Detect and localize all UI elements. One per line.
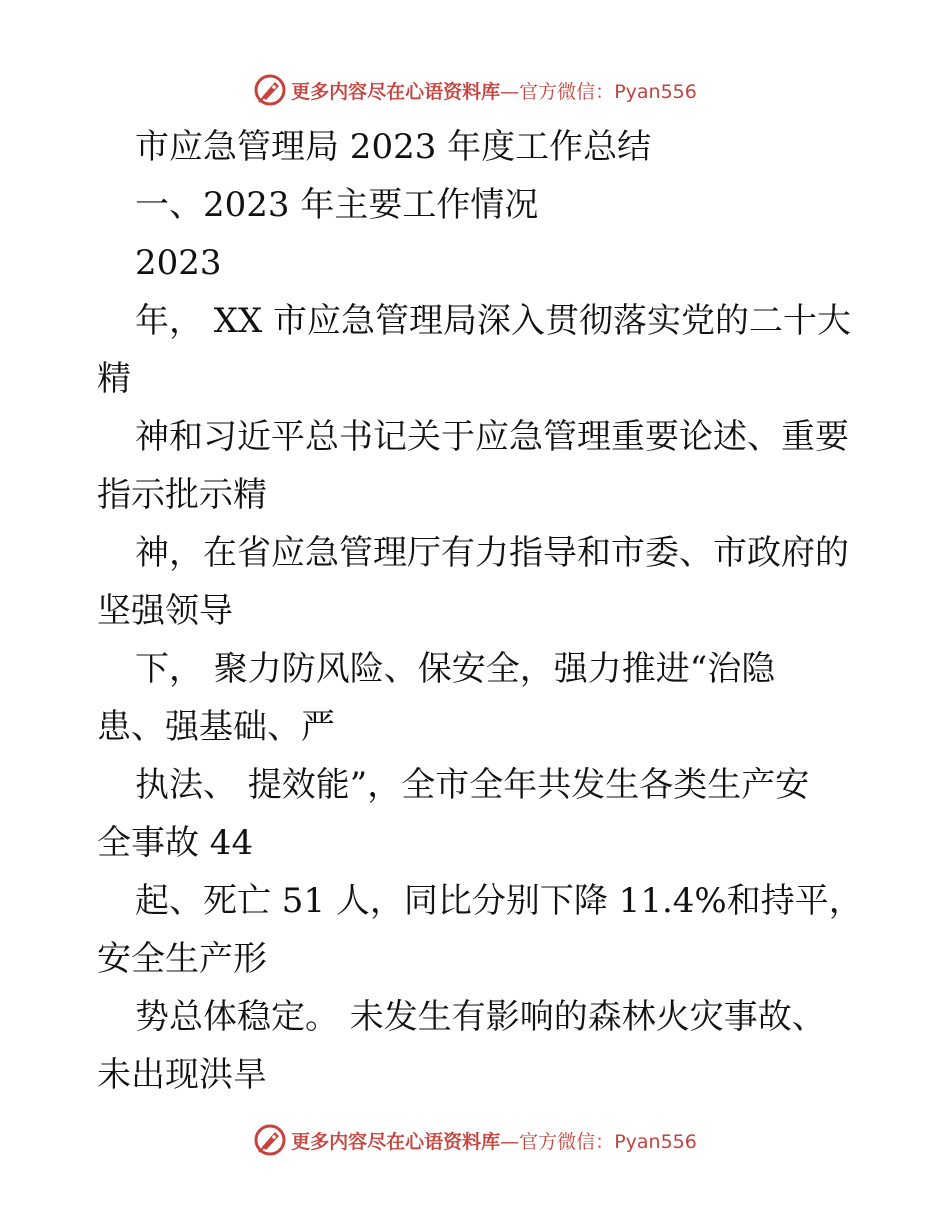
footer-watermark-banner (0, 1120, 950, 1160)
header-watermark-dash: — (500, 80, 520, 103)
paragraph-line: 指示批示精 (97, 475, 267, 515)
paragraph-line: 神，在省应急管理厅有力指导和市委、市政府的 (135, 533, 849, 573)
footer-watermark-wechat-label: 官方微信： (519, 1130, 615, 1153)
paragraph-line: 坚强领导 (97, 591, 233, 631)
paragraph-line: 未出现洪旱 (97, 1055, 267, 1095)
document-body (97, 118, 867, 1104)
paragraph-line: 年， XX 市应急管理局深入贯彻落实党的二十大 (135, 301, 852, 341)
footer-watermark-text (291, 1127, 697, 1154)
paragraph-line: 势总体稳定。 未发生有影响的森林火灾事故、 (135, 997, 826, 1037)
header-watermark-wechat-label: 官方微信： (519, 80, 615, 103)
header-watermark-text (291, 77, 697, 104)
header-watermark-title: 更多内容尽在心语资料库 (291, 80, 501, 103)
paragraph-line: 神和习近平总书记关于应急管理重要论述、重要 (135, 417, 849, 457)
header-watermark-banner (0, 70, 950, 110)
paragraph-line: 2023 (135, 243, 222, 283)
paragraph-line: 安全生产形 (97, 939, 267, 979)
paragraph-line: 下， 聚力防风险、保安全，强力推进“治隐 (135, 649, 776, 689)
paragraph-line: 执法、 提效能”，全市全年共发生各类生产安 (135, 765, 810, 805)
paragraph-line: 精 (97, 359, 131, 399)
footer-watermark-account: Pyan556 (614, 1130, 697, 1153)
header-watermark-account: Pyan556 (614, 80, 697, 103)
footer-watermark-dash: — (500, 1130, 520, 1153)
pen-nib-logo-icon (253, 73, 287, 107)
paragraph-line: 起、死亡 51 人，同比分别下降 11.4%和持平， (135, 881, 863, 921)
paragraph-line: 患、强基础、严 (97, 707, 335, 747)
paragraph-line: 全事故 44 (97, 823, 254, 863)
section-heading: 一、2023 年主要工作情况 (135, 185, 539, 225)
document-title: 市应急管理局 2023 年度工作总结 (135, 127, 652, 167)
pen-nib-logo-icon (253, 1123, 287, 1157)
footer-watermark-title: 更多内容尽在心语资料库 (291, 1130, 501, 1153)
